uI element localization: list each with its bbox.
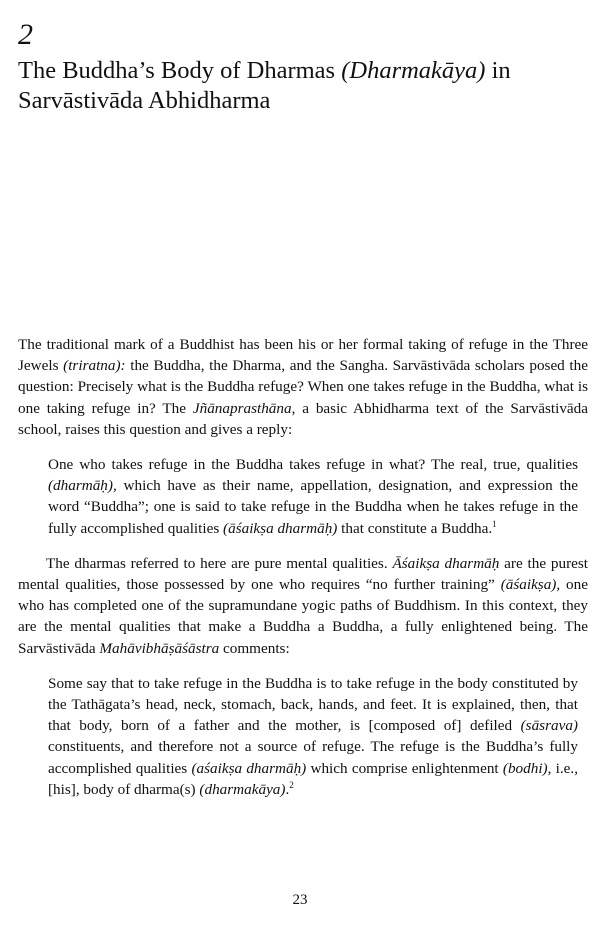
block-quote-1 [48, 454, 578, 539]
text-run: which comprise enlightenment [306, 759, 503, 777]
page-number: 23 [292, 892, 308, 908]
italic-term: (dharmakāya) [199, 780, 286, 798]
italic-term: (sāsrava) [520, 717, 578, 735]
italic-term: (aśaikṣa dharmāḥ) [191, 759, 307, 777]
chapter-title [18, 56, 578, 116]
text-run: which have as their name, appellation, designation, and expression the word “Buddha”; one is said to take refuge in the Buddha when he takes refuge in the fully accomplished qualities [48, 477, 578, 537]
italic-title: Mahāvibhāṣāśāstra [99, 639, 220, 657]
footnote-marker[interactable]: 2 [289, 779, 294, 790]
footnote-marker[interactable]: 1 [492, 518, 497, 529]
text-run: . [285, 780, 290, 798]
text-run: constituents, and therefore not a source of refuge. The refuge is the Buddha’s fully accomplished qualities [48, 738, 578, 777]
text-run: that constitute a Buddha. [337, 519, 493, 537]
text-run: The traditional mark of a Buddhist has been his or her formal taking of refuge in the Three Jewels [18, 336, 588, 375]
text-run: , one who has completed one of the supramundane yogic paths of Buddhism. In this context, they are the mental qualities that make a Buddha a Buddha, a fully enlightened being. The Sarvāstivāda [18, 576, 588, 657]
italic-term: (āśaikṣa dharmāḥ) [223, 519, 338, 537]
text-run: are the purest mental qualities, those possessed by one who requires “no further training” [18, 554, 588, 594]
italic-term: (triratna): [63, 357, 126, 375]
italic-term: (dharmāḥ), [48, 477, 117, 495]
body-text [18, 334, 588, 814]
text-run: One who takes refuge in the Buddha takes refuge in what? The real, true, qualities [48, 456, 578, 474]
block-quote-2 [48, 673, 578, 800]
text-run: , i.e., [his], body of dharma(s) [48, 759, 579, 798]
chapter-title-lead: The Buddha’s Body of Dharmas [18, 57, 342, 84]
chapter-title-italic: (Dharmakāya) [341, 57, 486, 84]
italic-title: Jñānaprasthāna [192, 399, 292, 417]
italic-term: (bodhi) [502, 759, 548, 777]
paragraph-2 [18, 553, 588, 659]
text-run: comments: [219, 639, 290, 657]
chapter-title-trail: in Sarvāstivāda Abhidharma [18, 57, 511, 114]
paragraph-1 [18, 334, 588, 440]
text-run: Some say that to take refuge in the Buddha is to take refuge in the body constituted by the Tathāgata’s head, neck, stomach, back, hands, and feet. It is explained, then, that that body, born of a father and the mother, is [composed of] defiled [48, 674, 578, 735]
text-run: The dharmas referred to here are pure mental qualities. [46, 554, 393, 572]
text-run: , a basic Abhidharma text of the Sarvāstivāda school, raises this question and gives a reply: [18, 399, 588, 438]
chapter-number: 2 [18, 18, 33, 51]
text-run: the Buddha, the Dharma, and the Sangha. Sarvāstivāda scholars posed the question: Precisely what is the Buddha refuge? When one takes refuge in the Buddha, what is one taking refuge in? The [18, 357, 588, 417]
italic-term: (āśaikṣa) [500, 576, 557, 594]
italic-term: Āśaikṣa dharmāḥ [392, 554, 500, 572]
